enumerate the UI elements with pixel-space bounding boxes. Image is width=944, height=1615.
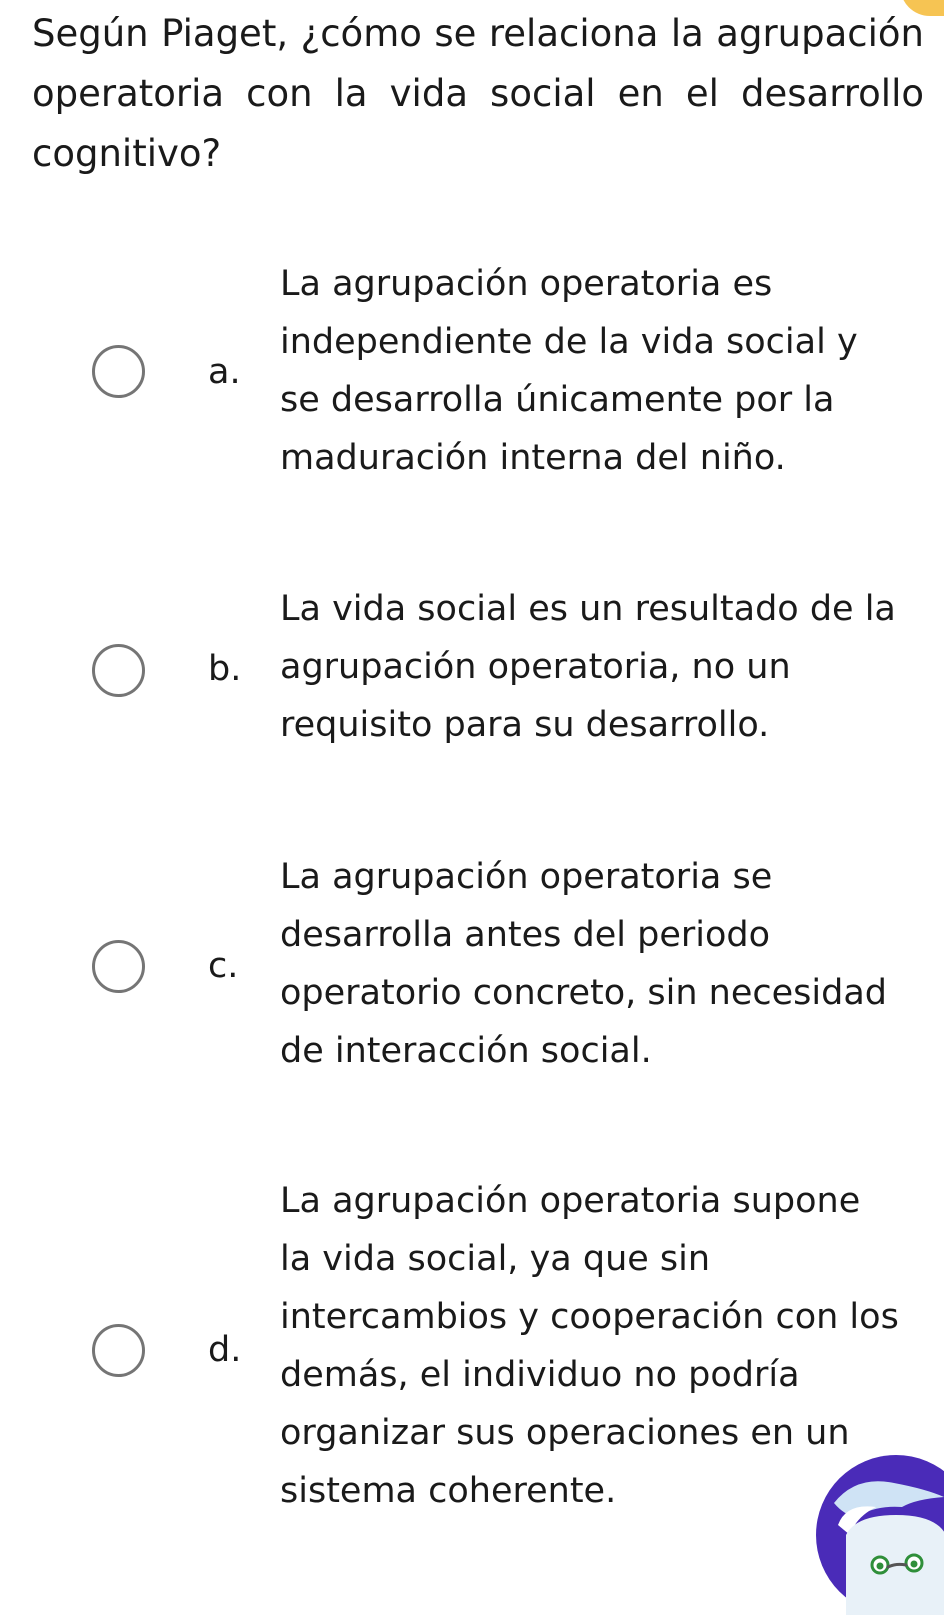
option-text: La vida social es un resultado de la agrupación operatoria, no un requisito para su desarrollo. xyxy=(280,589,896,745)
radio-empty-icon[interactable] xyxy=(92,1324,145,1377)
radio-empty-icon[interactable] xyxy=(92,644,145,697)
option-letter: b. xyxy=(208,649,242,689)
radio-empty-icon[interactable] xyxy=(92,345,145,398)
radio-empty-icon[interactable] xyxy=(92,940,145,993)
option-text: La agrupación operatoria supone la vida social, ya que sin intercambios y cooperación con los demás, el individuo no podría organizar sus operaciones en un sistema coherente. xyxy=(280,1181,899,1511)
option-letter: c. xyxy=(208,946,239,986)
mascot-avatar-icon[interactable] xyxy=(816,1455,944,1615)
question-text: Según Piaget, ¿cómo se relaciona la agrupación operatoria con la vida social en el desarrollo cognitivo? xyxy=(32,12,924,175)
option-text: La agrupación operatoria es independiente de la vida social y se desarrolla únicamente por la maduración interna del niño. xyxy=(280,264,858,478)
option-text: La agrupación operatoria se desarrolla antes del periodo operatorio concreto, sin necesidad de interacción social. xyxy=(280,857,888,1071)
option-letter: d. xyxy=(208,1330,242,1370)
option-letter: a. xyxy=(208,352,241,392)
